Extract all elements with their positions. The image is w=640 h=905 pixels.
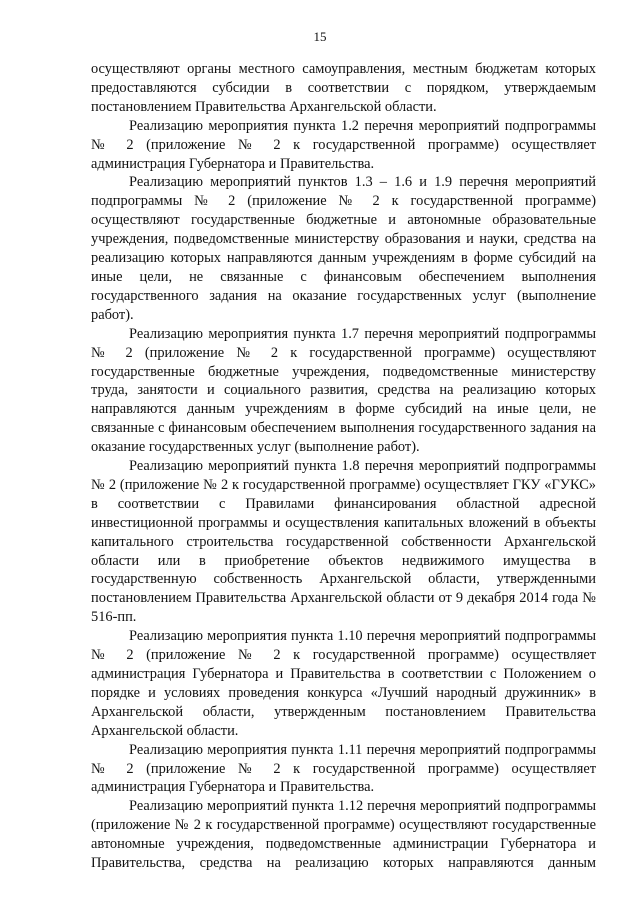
paragraph-item-1-12: Реализацию мероприятий пункта 1.12 перечня мероприятий подпрограммы (приложение № 2 к государственной программе) осуществляют государственные автономные учреждения, подведомственные администрации Губернатора и Правительства, средства на реализацию которых направляются данным (91, 798, 596, 872)
paragraph-item-1-11: Реализацию мероприятия пункта 1.11 перечня мероприятий подпрограммы № 2 (приложение № 2 к государственной программе) осуществляет администрация Губернатора и Правительства. (91, 741, 596, 796)
paragraph-item-1-7: Реализацию мероприятия пункта 1.7 перечня мероприятий подпрограммы № 2 (приложение № 2 к государственной программе) осуществляют государственные бюджетные учреждения, подведомственные министерству труда, занятости и социального развития, средства на реализацию которых направляются данным учреждениям в форме субсидий на иные цели, не связанные с финансовым обеспечением выполнения государственного задания на оказание государственных услуг (выполнение работ). (91, 325, 596, 456)
paragraph-continuation: осуществляют органы местного самоуправления, местным бюджетам которых предоставляются субсидии в соответствии с порядком, утверждаемым постановлением Правительства Архангельской области. (91, 61, 596, 115)
paragraph-item-1-10: Реализацию мероприятия пункта 1.10 перечня мероприятий подпрограммы № 2 (приложение № 2 к государственной программе) осуществляет администрация Губернатора и Правительства в соответствии с Положением о порядке и условиях проведения конкурса «Лучший народный дружинник» в Архангельской области, утвержденным постановлением Правительства Архангельской области. (91, 628, 596, 739)
paragraph-item-1-8: Реализацию мероприятий пункта 1.8 перечня мероприятий подпрограммы № 2 (приложение № 2 к государственной программе) осуществляет ГКУ «ГУКС» в соответствии с Правилами финансирования областной адресной инвестиционной программы и осуществления капитальных вложений в объекты капитального строительства государственной собственности Архангельской области или в приобретение объектов недвижимого имущества в государственную собственность Архангельской области, утвержденными постановлением Правительства Архангельской области от 9 декабря 2014 года № 516-пп. (91, 458, 596, 626)
document-body (91, 60, 596, 873)
paragraph-item-1-2: Реализацию мероприятия пункта 1.2 перечня мероприятий подпрограммы № 2 (приложение № 2 к государственной программе) осуществляет администрация Губернатора и Правительства. (91, 117, 596, 172)
page-number: 15 (313, 29, 327, 44)
paragraph-items-1-3-to-1-9: Реализацию мероприятий пунктов 1.3 – 1.6 и 1.9 перечня мероприятий подпрограммы № 2 (приложение № 2 к государственной программе) осуществляют государственные бюджетные и автономные образовательные учреждения, подведомственные министерству образования и науки, средства на реализацию которых направляются данным учреждениям в форме субсидий на иные цели, не связанные с финансовым обеспечением выполнения государственного задания на оказание государственных услуг (выполнение работ). (91, 174, 596, 323)
